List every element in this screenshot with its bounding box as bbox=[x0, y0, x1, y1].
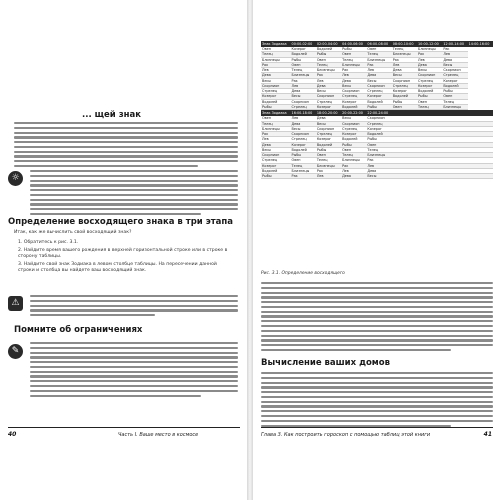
table-cell: Овен bbox=[261, 116, 291, 121]
table-header-cell: Знак Зодиака bbox=[261, 41, 291, 47]
table-cell: Овен bbox=[442, 94, 467, 99]
table-cell: Водолей bbox=[316, 142, 341, 147]
table-cell: Скорпион bbox=[366, 83, 391, 88]
section-title-three-steps: Определение восходящего знака в три этапа bbox=[8, 217, 234, 227]
table-cell: Стрелец bbox=[366, 121, 391, 126]
table-cell: Весы bbox=[341, 83, 366, 88]
table-cell: Козерог bbox=[392, 89, 417, 94]
table-cell: Дева bbox=[341, 174, 366, 179]
table-cell: Козерог bbox=[261, 94, 291, 99]
table-cell: Близнецы bbox=[442, 104, 467, 109]
table-cell: Водолей bbox=[341, 104, 366, 109]
table-cell: Телец bbox=[442, 99, 467, 104]
table-cell: Дева bbox=[442, 57, 467, 62]
table-cell: Рыбы bbox=[316, 52, 341, 57]
table-cell: Рыбы bbox=[366, 104, 391, 109]
table-cell: Весы bbox=[366, 78, 391, 83]
remember-icon: ✎ bbox=[8, 344, 23, 359]
step-3: 3. Найдите свой знак Зодиака в левом столбце таблицы. На пересечении данной строки и столбца вы найдете ваш восходящий знак. bbox=[18, 262, 217, 273]
table-cell: Весы bbox=[442, 62, 467, 67]
table-cell: Телец bbox=[316, 62, 341, 67]
table-cell: Близнецы bbox=[341, 158, 366, 163]
table-header-cell bbox=[392, 110, 417, 117]
table-cell: Телец bbox=[316, 158, 341, 163]
table-cell: Рак bbox=[291, 174, 316, 179]
table-cell: Рыбы bbox=[261, 174, 291, 179]
table-cell: Рыбы bbox=[341, 142, 366, 147]
table-cell: Скорпион bbox=[316, 94, 341, 99]
table-cell: Телец bbox=[261, 52, 291, 57]
table-cell: Стрелец bbox=[341, 126, 366, 131]
table-header-row-2 bbox=[261, 110, 493, 117]
footer-rule-right bbox=[261, 427, 493, 428]
table-cell: Скорпион bbox=[291, 99, 316, 104]
table-cell: Стрелец bbox=[417, 78, 442, 83]
table-cell: Козерог bbox=[442, 78, 467, 83]
table-header-cell bbox=[442, 110, 467, 117]
table-cell: Близнецы bbox=[261, 126, 291, 131]
table-header-cell bbox=[468, 110, 493, 117]
table-cell: Овен bbox=[341, 52, 366, 57]
table-cell: Водолей bbox=[341, 137, 366, 142]
table-cell: Водолей bbox=[366, 99, 391, 104]
table-cell: Весы bbox=[417, 68, 442, 73]
table-cell: Весы bbox=[261, 78, 291, 83]
table-cell: Дева bbox=[341, 78, 366, 83]
table-cell: Скорпион bbox=[341, 89, 366, 94]
table-cell: Овен bbox=[366, 142, 391, 147]
table-cell: Водолей bbox=[291, 147, 316, 152]
table-cell: Весы bbox=[392, 73, 417, 78]
table-cell: Овен bbox=[341, 147, 366, 152]
table-cell: Рыбы bbox=[261, 104, 291, 109]
table-cell: Весы bbox=[316, 121, 341, 126]
table-cell: Лев bbox=[417, 57, 442, 62]
page-number-left: 40 bbox=[8, 431, 17, 438]
table-cell: Овен bbox=[417, 99, 442, 104]
table-cell: Рак bbox=[366, 158, 391, 163]
table-cell: Рак bbox=[417, 52, 442, 57]
table-cell: Телец bbox=[261, 121, 291, 126]
warning-paragraph bbox=[30, 295, 238, 319]
table-row bbox=[261, 83, 493, 88]
table-cell: Лев bbox=[261, 137, 291, 142]
table-cell bbox=[392, 174, 417, 179]
table-cell: Овен bbox=[261, 47, 291, 52]
table-cell: Стрелец bbox=[366, 89, 391, 94]
table-cell: Козерог bbox=[341, 132, 366, 137]
table-cell: Лев bbox=[341, 73, 366, 78]
table-cell: Стрелец bbox=[291, 104, 316, 109]
table-cell: Рак bbox=[261, 132, 291, 137]
table-cell: Дева bbox=[366, 168, 391, 173]
table-cell: Водолей bbox=[261, 99, 291, 104]
warning-icon: ⚠ bbox=[8, 296, 23, 311]
table-header-cell: 12:00-14:00 bbox=[442, 41, 467, 47]
table-cell: Дева bbox=[417, 62, 442, 67]
table-cell: Козерог bbox=[366, 94, 391, 99]
table-cell: Козерог bbox=[316, 104, 341, 109]
table-cell: Рыбы bbox=[291, 57, 316, 62]
table-cell: Весы bbox=[291, 94, 316, 99]
table-cell: Овен bbox=[291, 62, 316, 67]
table-row bbox=[261, 174, 493, 179]
footer-running-title-left: Часть I. Ваше место в космосе bbox=[118, 432, 199, 438]
body-paragraph-right bbox=[261, 282, 493, 354]
table-cell: Близнецы bbox=[291, 73, 316, 78]
table-cell: Овен bbox=[392, 104, 417, 109]
table-cell: Скорпион bbox=[261, 153, 291, 158]
table-cell: Весы bbox=[261, 147, 291, 152]
limitations-paragraph bbox=[30, 342, 238, 399]
footer-running-title-right: Глава 3. Как построить гороскоп с помощью таблиц этой книги bbox=[261, 432, 431, 438]
table-cell: Водолей bbox=[392, 94, 417, 99]
table-cell: Весы bbox=[291, 126, 316, 131]
table-cell: Рыбы bbox=[442, 89, 467, 94]
table-cell: Близнецы bbox=[392, 52, 417, 57]
table-header-cell: 10:00-12:00 bbox=[417, 41, 442, 47]
table-cell: Дева bbox=[392, 68, 417, 73]
table-cell: Лев bbox=[341, 168, 366, 173]
table-cell: Телец bbox=[341, 57, 366, 62]
table-cell: Скорпион bbox=[316, 126, 341, 131]
table-cell: Скорпион bbox=[291, 132, 316, 137]
table-cell: Лев bbox=[442, 52, 467, 57]
table-cell: Стрелец bbox=[341, 94, 366, 99]
table-cell: Лев bbox=[366, 68, 391, 73]
table-cell: Рыбы bbox=[417, 94, 442, 99]
table-cell: Водолей bbox=[261, 168, 291, 173]
table-cell: Весы bbox=[341, 116, 366, 121]
table-cell: Телец bbox=[366, 147, 391, 152]
footer-rule bbox=[8, 427, 240, 428]
right-page bbox=[253, 0, 500, 500]
table-cell: Близнецы bbox=[261, 57, 291, 62]
table-cell: Лев bbox=[366, 163, 391, 168]
table-cell: Овен bbox=[316, 57, 341, 62]
section-title-houses: Вычисление ваших домов bbox=[261, 358, 390, 368]
table-cell: Лев bbox=[392, 62, 417, 67]
table-cell: Скорпион bbox=[261, 83, 291, 88]
table-header-cell: 18:00-20:00 bbox=[316, 110, 341, 117]
step-2: 2. Найдите время вашего рождения в верхней горизонтальной строке или в строке в сторону таблицы. bbox=[18, 248, 228, 259]
table-cell: Близнецы bbox=[316, 163, 341, 168]
table-cell: Рак bbox=[316, 73, 341, 78]
table-cell: Телец bbox=[291, 163, 316, 168]
table-cell: Стрелец bbox=[291, 137, 316, 142]
table-header-cell bbox=[417, 110, 442, 117]
table-header-cell: 02:00-04:00 bbox=[316, 41, 341, 47]
table-cell: Рыбы bbox=[392, 99, 417, 104]
table-cell: Рыбы bbox=[341, 47, 366, 52]
table-cell: Овен bbox=[316, 153, 341, 158]
table-cell: Близнецы bbox=[417, 47, 442, 52]
table-cell: Козерог bbox=[261, 163, 291, 168]
table-cell: Овен bbox=[366, 47, 391, 52]
table-cell: Близнецы bbox=[366, 153, 391, 158]
table-cell: Стрелец bbox=[261, 158, 291, 163]
table-cell: Скорпион bbox=[442, 68, 467, 73]
table-cell: Рак bbox=[341, 163, 366, 168]
left-top-heading: ... щей знак bbox=[82, 110, 142, 120]
table-cell: Водолей bbox=[366, 132, 391, 137]
table-cell: Стрелец bbox=[316, 132, 341, 137]
table-header-cell: 04:00-06:00 bbox=[341, 41, 366, 47]
table-cell: Близнецы bbox=[291, 168, 316, 173]
table-cell: Рыбы bbox=[316, 147, 341, 152]
table-cell: Козерог bbox=[291, 47, 316, 52]
table-cell: Телец bbox=[366, 52, 391, 57]
table-cell: Водолей bbox=[417, 89, 442, 94]
table-cell: Дева bbox=[261, 73, 291, 78]
table-cell: Рыбы bbox=[366, 137, 391, 142]
table-cell: Дева bbox=[261, 142, 291, 147]
table-cell: Стрелец bbox=[316, 99, 341, 104]
table-header-cell: 14:00-16:00 bbox=[468, 41, 493, 47]
table-cell: Рак bbox=[316, 168, 341, 173]
table-cell: Козерог bbox=[341, 99, 366, 104]
table-cell: Близнецы bbox=[366, 57, 391, 62]
table-cell: Рак bbox=[291, 78, 316, 83]
table-cell: Телец bbox=[341, 153, 366, 158]
table-cell: Скорпион bbox=[417, 73, 442, 78]
table-header-cell: 08:00-10:00 bbox=[392, 41, 417, 47]
step-1: 1. Обратитесь к рис. 3.1. bbox=[18, 240, 79, 245]
table-cell: Телец bbox=[417, 104, 442, 109]
section-intro: Итак, как же вычислить свой восходящий знак? bbox=[14, 230, 132, 235]
table-cell: Стрелец bbox=[261, 89, 291, 94]
table-cell: Козерог bbox=[417, 83, 442, 88]
ascendant-table bbox=[261, 41, 493, 179]
table-cell: Водолей bbox=[316, 47, 341, 52]
table-cell: Рак bbox=[341, 68, 366, 73]
tip-paragraph bbox=[30, 170, 238, 218]
table-cell bbox=[442, 174, 467, 179]
table-header-cell: Знак Зодиака bbox=[261, 110, 291, 117]
table-header-cell: 20:00-22:00 bbox=[341, 110, 366, 117]
houses-paragraph bbox=[261, 372, 493, 429]
table-cell: Весы bbox=[366, 174, 391, 179]
table-cell: Дева bbox=[366, 73, 391, 78]
table-cell: Близнецы bbox=[316, 68, 341, 73]
table-cell: Овен bbox=[291, 158, 316, 163]
table-cell: Лев bbox=[316, 174, 341, 179]
table-cell: Козерог bbox=[291, 142, 316, 147]
table-cell: Рак bbox=[366, 62, 391, 67]
astrology-icon: ☼ bbox=[8, 171, 23, 186]
table-cell: Дева bbox=[291, 121, 316, 126]
table-cell: Рыбы bbox=[291, 153, 316, 158]
table-cell: Близнецы bbox=[341, 62, 366, 67]
table-cell: Лев bbox=[316, 78, 341, 83]
table-cell: Телец bbox=[392, 47, 417, 52]
table-cell: Лев bbox=[261, 68, 291, 73]
table-cell: Рак bbox=[442, 47, 467, 52]
table-header-cell: 06:00-08:00 bbox=[366, 41, 391, 47]
table-cell: Лев bbox=[291, 116, 316, 121]
table-cell: Дева bbox=[291, 89, 316, 94]
table-cell: Скорпион bbox=[341, 121, 366, 126]
table-cell: Дева bbox=[316, 83, 341, 88]
left-page bbox=[0, 0, 247, 500]
table-cell: Скорпион bbox=[392, 78, 417, 83]
table-cell: Рак bbox=[392, 57, 417, 62]
table-cell: Лев bbox=[291, 83, 316, 88]
table-header-cell: 22:00-24:00 bbox=[366, 110, 391, 117]
table-cell: Дева bbox=[316, 116, 341, 121]
page-number-right: 41 bbox=[483, 431, 492, 438]
table-cell: Стрелец bbox=[392, 83, 417, 88]
table-header-cell: 00:00-02:00 bbox=[291, 41, 316, 47]
table-cell: Водолей bbox=[442, 83, 467, 88]
table-cell: Стрелец bbox=[442, 73, 467, 78]
table-cell: Козерог bbox=[316, 137, 341, 142]
table-cell: Скорпион bbox=[366, 116, 391, 121]
table-cell bbox=[417, 174, 442, 179]
section-title-limitations: Помните об ограничениях bbox=[14, 325, 143, 335]
table-cell: Рак bbox=[261, 62, 291, 67]
table-cell bbox=[468, 174, 493, 179]
table-cell: Весы bbox=[316, 89, 341, 94]
figure-caption: Рис. 3.1. Определение восходящего bbox=[261, 271, 345, 276]
table-cell: Водолей bbox=[291, 52, 316, 57]
body-paragraph bbox=[14, 122, 238, 170]
table-cell: Телец bbox=[291, 68, 316, 73]
table-header-cell: 16:00-18:00 bbox=[291, 110, 316, 117]
table-cell: Козерог bbox=[366, 126, 391, 131]
